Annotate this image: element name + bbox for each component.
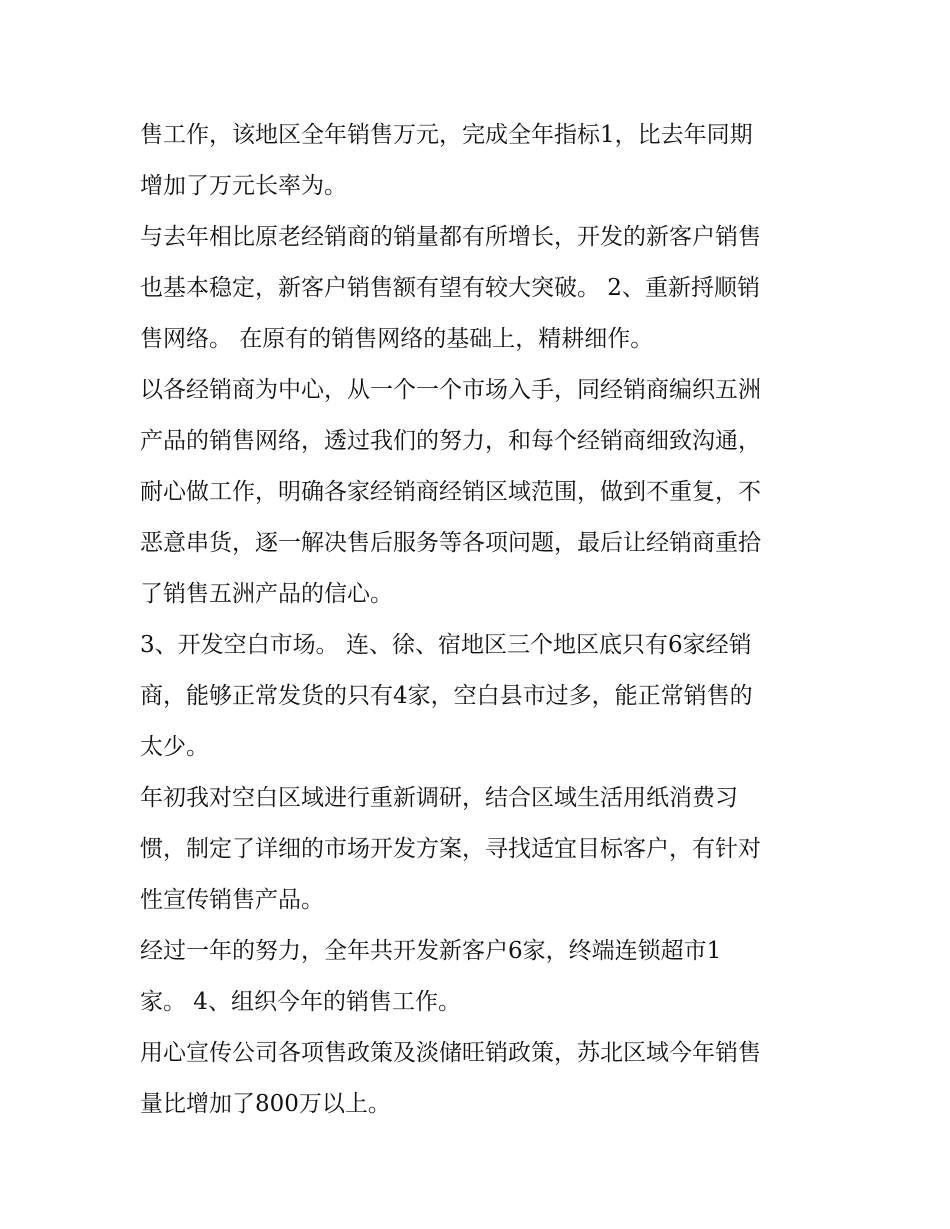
text-line: 与去年相比原老经销商的销量都有所增长，开发的新客户销售 [140, 224, 761, 250]
text-line: 家。 4、组织今年的销售工作。 [140, 989, 461, 1015]
text-line: 产品的销售网络，透过我们的努力，和每个经销商细致沟通， [140, 428, 761, 454]
text-line: 太少。 [140, 734, 209, 760]
paragraph-market-research [140, 773, 820, 926]
text-line: 用心宣传公司各项售政策及淡储旺销政策，苏北区域今年销售 [140, 1040, 761, 1066]
text-line: 经过一年的努力，全年共开发新客户6家，终端连锁超市1 [140, 938, 722, 964]
text-line: 以各经销商为中心，从一个一个市场入手，同经销商编织五洲 [140, 377, 761, 403]
text-line: 量比增加了800万以上。 [140, 1091, 391, 1117]
text-line: 了销售五洲产品的信心。 [140, 581, 393, 607]
text-line: 增加了万元长率为。 [140, 173, 347, 199]
text-line: 惯，制定了详细的市场开发方案，寻找适宜目标客户，有针对 [140, 836, 761, 862]
paragraph-dealer-network [140, 365, 820, 620]
text-line: 售工作，该地区全年销售万元，完成全年指标1，比去年同期 [140, 122, 753, 148]
paragraph-network-adjustment [140, 212, 820, 365]
paragraph-policy-promotion [140, 1028, 820, 1130]
document-body [140, 110, 820, 1130]
text-line: 商，能够正常发货的只有4家，空白县市过多，能正常销售的 [140, 683, 753, 709]
text-line: 恶意串货，逐一解决售后服务等各项问题，最后让经销商重拾 [140, 530, 761, 556]
paragraph-blank-market [140, 620, 820, 773]
text-line: 年初我对空白区域进行重新调研，结合区域生活用纸消费习 [140, 785, 738, 811]
paragraph-new-customers [140, 926, 820, 1028]
text-line: 也基本稳定，新客户销售额有望有较大突破。 2、重新捋顺销 [140, 275, 760, 301]
text-line: 耐心做工作，明确各家经销商经销区域范围，做到不重复，不 [140, 479, 761, 505]
text-line: 3、开发空白市场。 连、徐、宿地区三个地区底只有6家经销 [140, 632, 752, 658]
text-line: 性宣传销售产品。 [140, 887, 324, 913]
text-line: 售网络。 在原有的销售网络的基础上，精耕细作。 [140, 326, 654, 352]
paragraph-sales-summary [140, 110, 820, 212]
